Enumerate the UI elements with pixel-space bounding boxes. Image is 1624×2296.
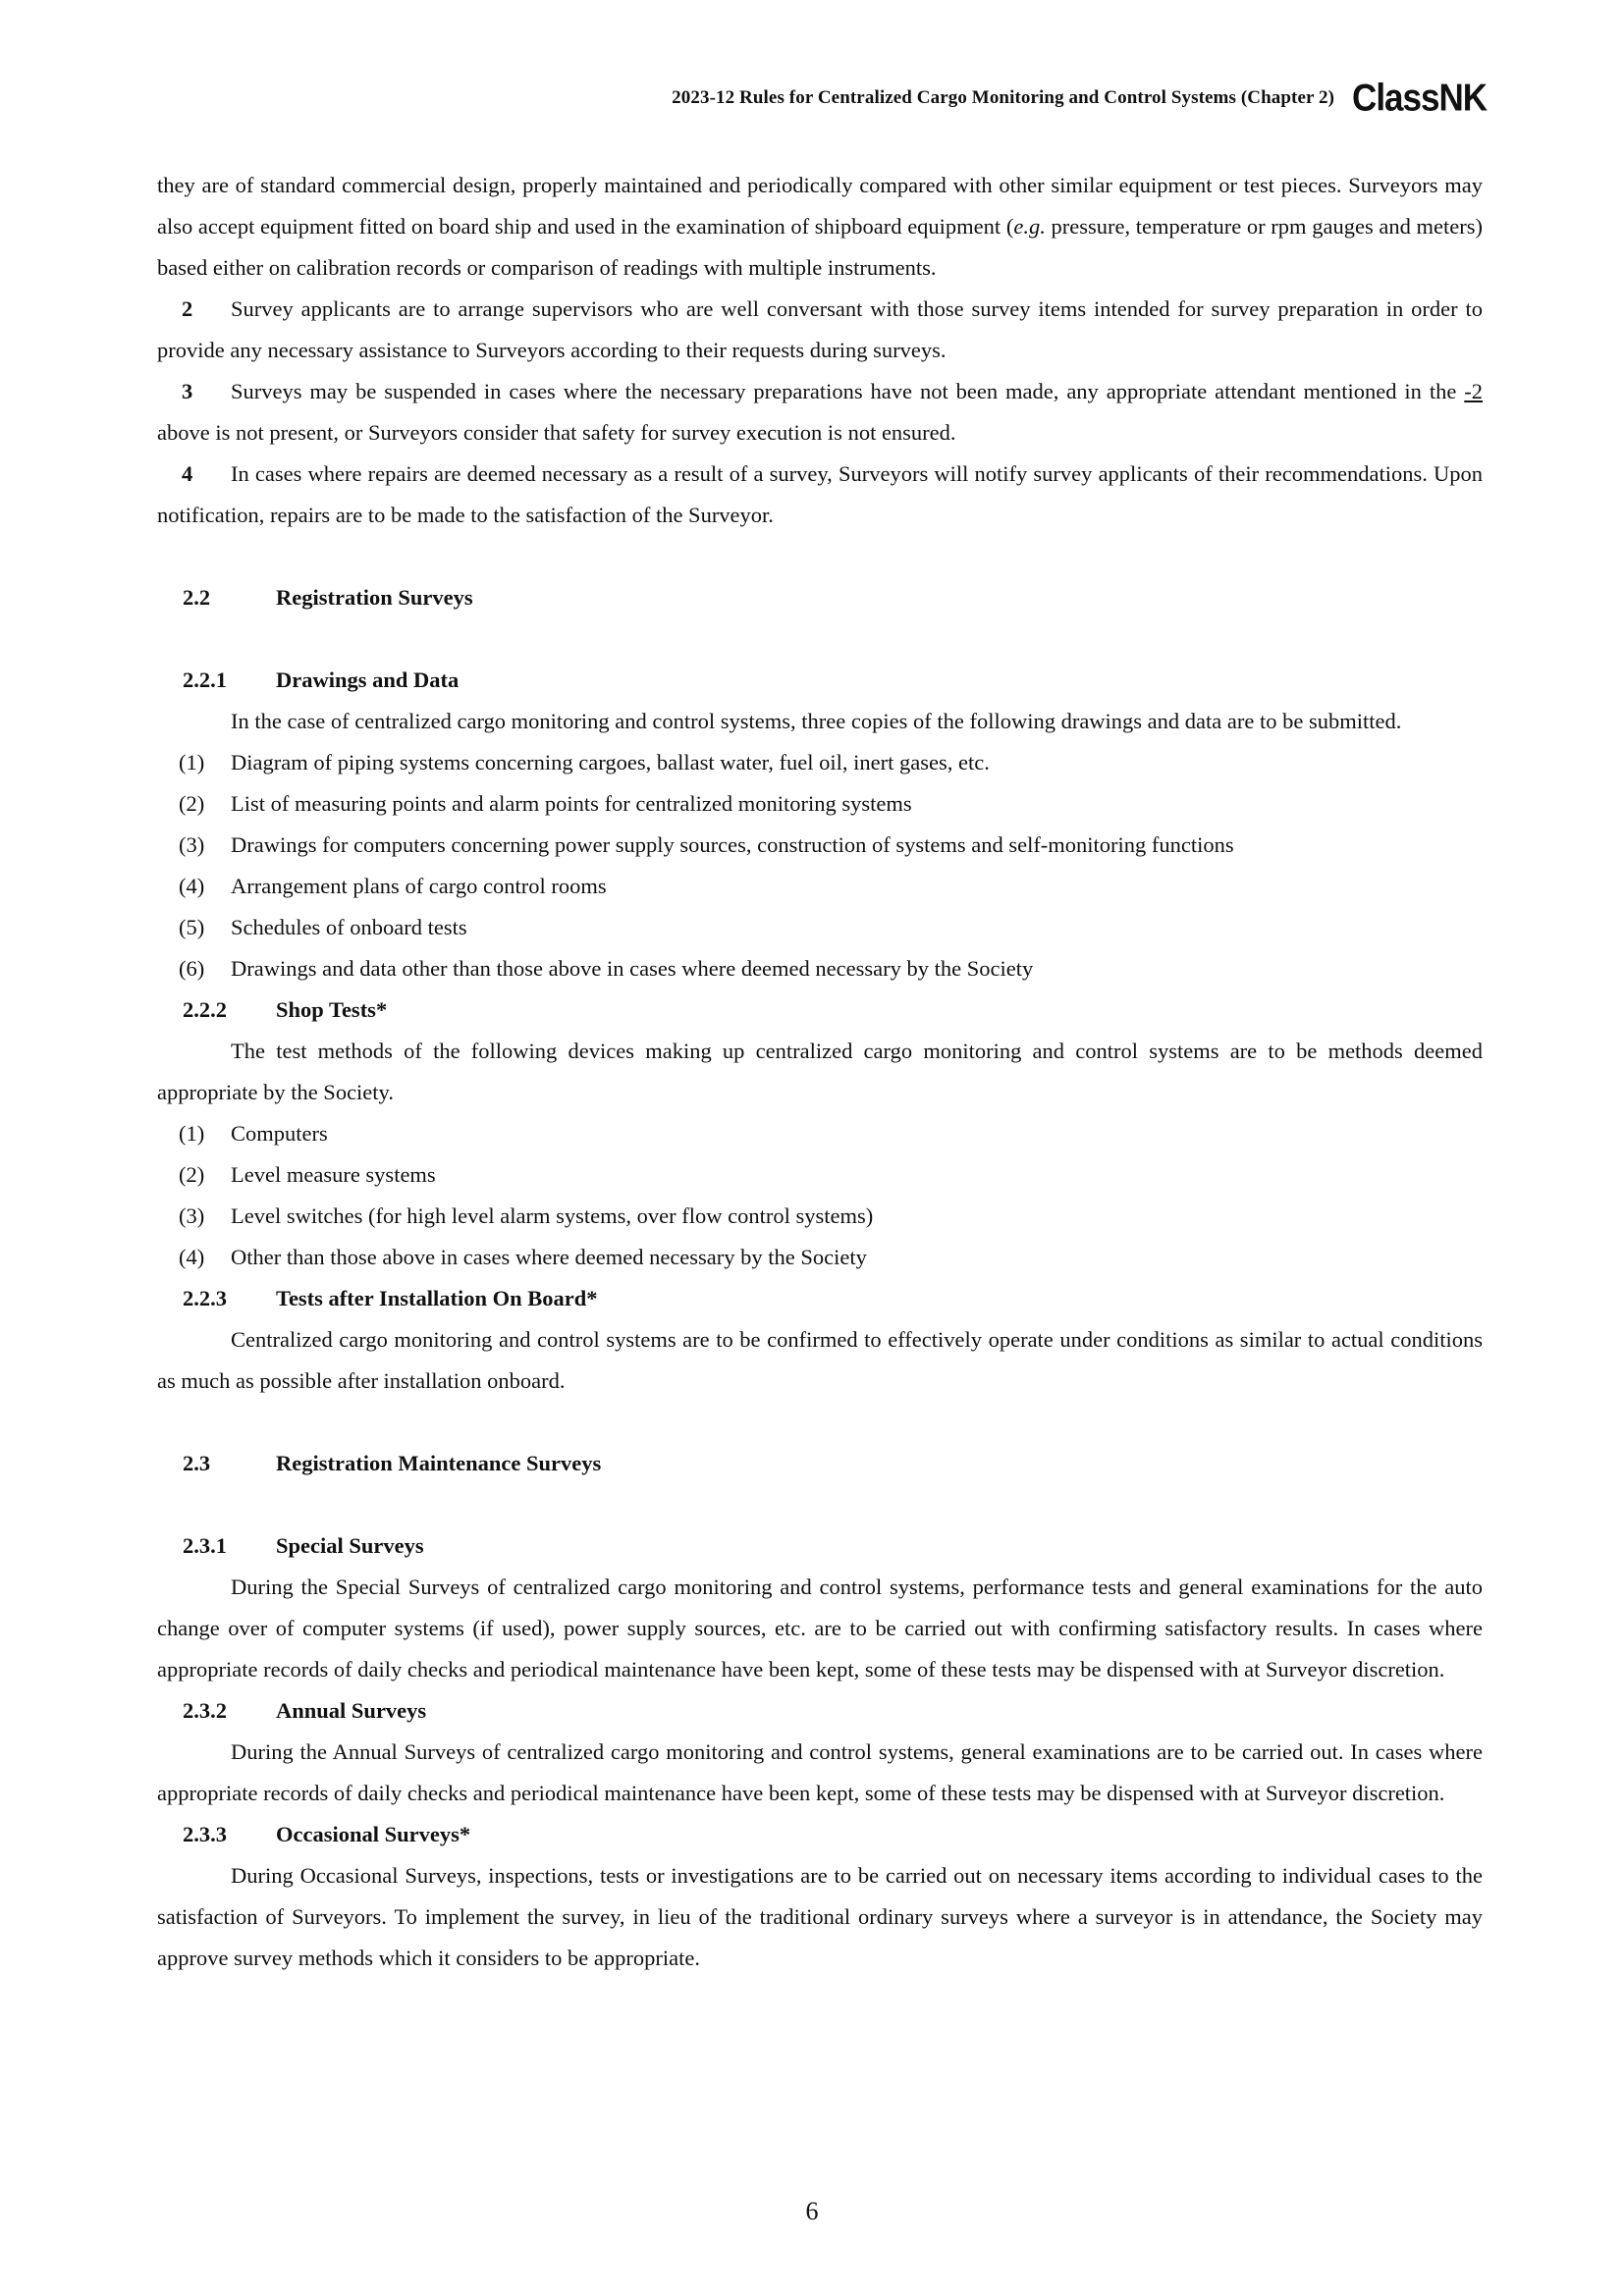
- list-item: (1) Computers: [179, 1121, 328, 1146]
- drawings-list: [157, 742, 1483, 989]
- paragraph-number: 4: [182, 461, 193, 486]
- page-header: [672, 76, 1487, 120]
- subsection-text-2-2-2: The test methods of the following devices making up centralized cargo monitoring and control systems are to be methods deemed appropriate by the Society.: [157, 1039, 1483, 1104]
- paragraph-number: 2: [182, 296, 193, 321]
- subsection-heading-2-3-2: 2.3.2 Annual Surveys: [183, 1698, 427, 1723]
- subsection-heading-2-3-1: 2.3.1 Special Surveys: [183, 1533, 424, 1558]
- subsection-heading-2-2-1: 2.2.1 Drawings and Data: [183, 667, 460, 692]
- cross-reference-link[interactable]: -2: [1464, 379, 1483, 403]
- list-item: (2) Level measure systems: [179, 1162, 436, 1187]
- page-content: [157, 165, 1483, 1979]
- intro-paragraph-1: they are of standard commercial design, properly maintained and periodically compared with other similar equipment or test pieces. Surveyors may also accept equipment fitted on board ship and used in the examination of shipboard equipment (e.g. pressure, temperature or rpm gauges and meters) based either on calibration records or comparison of readings with multiple instruments.: [157, 173, 1483, 280]
- subsection-heading-2-3-3: 2.3.3 Occasional Surveys*: [183, 1822, 471, 1846]
- intro-paragraph-2: 2 Survey applicants are to arrange supervisors who are well conversant with those survey items intended for survey preparation in order to provide any necessary assistance to Surveyors according to their requests during surveys.: [157, 289, 1483, 371]
- list-item: (2) List of measuring points and alarm points for centralized monitoring systems: [179, 791, 912, 816]
- list-item: (3) Drawings for computers concerning power supply sources, construction of systems and self-monitoring functions: [179, 832, 1234, 857]
- intro-paragraph-3: 3 Surveys may be suspended in cases where the necessary preparations have not been made, any appropriate attendant mentioned in the -2 above is not present, or Surveyors consider that safety for survey execution is not ensured.: [157, 371, 1483, 454]
- list-item: (6) Drawings and data other than those above in cases where deemed necessary by the Society: [179, 956, 1034, 981]
- section-heading-2-3: 2.3 Registration Maintenance Surveys: [183, 1451, 602, 1475]
- subsection-text-2-2-3: Centralized cargo monitoring and control systems are to be confirmed to effectively operate under conditions as similar to actual conditions as much as possible after installation onboard.: [157, 1327, 1483, 1393]
- list-item: (4) Other than those above in cases where deemed necessary by the Society: [179, 1245, 867, 1269]
- subsection-text-2-2-1: In the case of centralized cargo monitoring and control systems, three copies of the following drawings and data are to be submitted.: [231, 709, 1402, 733]
- intro-paragraph-4: 4 In cases where repairs are deemed necessary as a result of a survey, Surveyors will notify survey applicants of their recommendations. Upon notification, repairs are to be made to the satisfaction of the Surveyor.: [157, 454, 1483, 536]
- list-item: (3) Level switches (for high level alarm systems, over flow control systems): [179, 1203, 874, 1228]
- subsection-heading-2-2-3: 2.2.3 Tests after Installation On Board*: [183, 1286, 598, 1310]
- subsection-text-2-3-2: During the Annual Surveys of centralized cargo monitoring and control systems, general examinations are to be carried out. In cases where appropriate records of daily checks and periodical maintenance have been kept, some of these tests may be dispensed with at Surveyor discretion.: [157, 1739, 1483, 1805]
- list-item: (4) Arrangement plans of cargo control rooms: [179, 874, 607, 898]
- subsection-text-2-3-1: During the Special Surveys of centralized cargo monitoring and control systems, performance tests and general examinations for the auto change over of computer systems (if used), power supply sources, etc. are to be carried out with confirming satisfactory results. In cases where appropriate records of daily checks and periodical maintenance have been kept, some of these tests may be dispensed with at Surveyor discretion.: [157, 1575, 1483, 1682]
- classnk-logo: ClassNK: [1352, 76, 1487, 120]
- subsection-text-2-3-3: During Occasional Surveys, inspections, tests or investigations are to be carried out on necessary items according to individual cases to the satisfaction of Surveyors. To implement the survey, in lieu of the traditional ordinary surveys where a surveyor is in attendance, the Society may approve survey methods which it considers to be appropriate.: [157, 1863, 1483, 1970]
- paragraph-number: 3: [182, 379, 193, 403]
- subsection-heading-2-2-2: 2.2.2 Shop Tests*: [183, 997, 388, 1022]
- page-number: 6: [805, 2197, 819, 2225]
- section-heading-2-2: 2.2 Registration Surveys: [183, 585, 473, 610]
- document-title: 2023-12 Rules for Centralized Cargo Monitoring and Control Systems (Chapter 2): [672, 87, 1335, 108]
- shop-tests-list: [157, 1113, 1483, 1278]
- list-item: (5) Schedules of onboard tests: [179, 915, 467, 939]
- list-item: (1) Diagram of piping systems concerning cargoes, ballast water, fuel oil, inert gases, etc.: [179, 750, 990, 774]
